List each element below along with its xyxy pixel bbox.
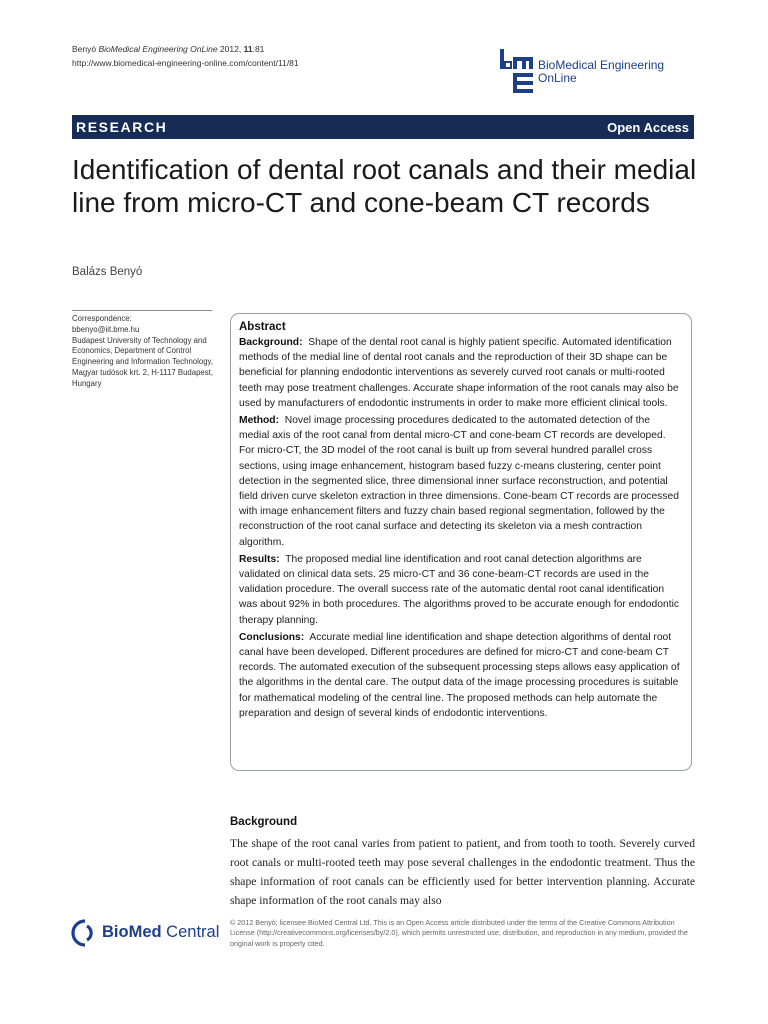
cite-journal: BioMedical Engineering OnLine <box>98 44 218 54</box>
journal-logo-line1: BioMedical Engineering <box>538 58 665 72</box>
biomed-central-wordmark-bold: BioMed <box>102 923 162 941</box>
citation-line <box>72 42 299 56</box>
abstract-box <box>230 313 692 771</box>
cite-volume: 11 <box>243 44 253 54</box>
abstract-results-label: Results: <box>239 553 280 565</box>
article-title: Identification of dental root canals and their medial line from micro-CT and cone-beam CT records <box>72 154 697 218</box>
citation-header <box>72 42 299 70</box>
abstract-conclusions-label: Conclusions: <box>239 631 305 643</box>
abstract-conclusions <box>239 630 683 721</box>
abstract-method-label: Method: <box>239 415 280 427</box>
cite-article: :81 <box>252 44 265 54</box>
cite-author: Benyó <box>72 44 97 54</box>
section-label: RESEARCH <box>76 119 168 135</box>
open-access-label: Open Access <box>607 120 689 135</box>
abstract-results-text: The proposed medial line identification and root canal detection algorithms are validated on clinical data sets. 25 micro-CT and 36 cone-beam-CT records are used in the validation procedure. The overall success rate of the automatic dental root canal identification was about 92% in both procedures. The algorithms proved to be accurate enough for endodontic therapy planning. <box>239 553 680 626</box>
correspondence-affiliation: Budapest University of Technology and Economics, Department of Control Engineering and Information Technology, Magyar tudósok krt. 2, H-1117 Budapest, Hungary <box>72 335 214 388</box>
abstract-method-text: Novel image processing procedures dedicated to the automated detection of the medial axis of the root canal from dental micro-CT and cone-beam CT records are developed. For micro-CT, the 3D model of the root canal is built up from several hundred parallel cross sections, using image enhancement, histogram based fuzzy c-means clustering, center point detection in the segmented slice, three dimensional inner surface reconstruction, and potential field driven curve skeleton extraction in three dimensions. Cone-beam CT records are processed with image enhancement filters and fuzzy chain based regional segmentation, followed by the reconstruction of the root canal surface and detecting its skeleton via a mesh contraction algorithm. <box>239 415 679 548</box>
bme-logo-icon <box>498 47 538 97</box>
biomed-central-wordmark <box>102 923 219 942</box>
license-text: © 2012 Benyó; licensee BioMed Central Ltd. This is an Open Access article distributed under the terms of the Creative Commons Attribution License (http://creativecommons.org/licenses/by/2.0), which permits unrestricted use, distribution, and reproduction in any medium, provided the original work is properly cited. <box>230 918 688 948</box>
biomed-central-wordmark-rest: Central <box>161 923 220 941</box>
journal-logo-line2: OnLine <box>538 71 577 85</box>
abstract-heading: Abstract <box>239 321 286 333</box>
journal-logo[interactable] <box>498 47 693 97</box>
section-bar <box>72 115 694 139</box>
article-url[interactable]: http://www.biomedical-engineering-online.com/content/11/81 <box>72 58 299 68</box>
background-text: The shape of the root canal varies from patient to patient, and from tooth to tooth. Severely curved root canals or multi-rooted teeth may pose several challenges in the endodontic treatment. Thus the shape information of root canals can be efficiently used for better intervention planning. Accurate shape information of the root canals may also <box>230 837 695 907</box>
author-name: Balázs Benyó <box>72 266 143 278</box>
correspondence-divider <box>72 310 212 311</box>
correspondence-label: Correspondence: <box>72 314 132 323</box>
correspondence-block <box>72 314 220 390</box>
journal-logo-text <box>538 59 664 85</box>
abstract-method <box>239 413 683 550</box>
correspondence-email[interactable]: bbenyo@iit.bme.hu <box>72 324 140 334</box>
cite-year: 2012, <box>219 44 242 54</box>
abstract-results <box>239 552 683 628</box>
biomed-central-logo-icon <box>70 918 100 948</box>
biomed-central-logo[interactable] <box>70 918 220 948</box>
abstract-background-label: Background: <box>239 337 303 348</box>
abstract-background-text: Shape of the dental root canal is highly patient specific. Automated identification methods of the medial line of dental root canals and the reproduction of their 3D shape can be beneficial for planning endodontic interventions as severely curved root canals or multi-rooted teeth may pose treatment challenges. Accurate shape information of the root canals may also be used by manufacturers of endodontic instruments in order to make more efficient clinical tools. <box>239 337 679 409</box>
abstract-background <box>239 335 683 411</box>
abstract-conclusions-text: Accurate medial line identification and shape detection algorithms of dental root canal have been developed. Different procedures are defined for micro-CT and cone-beam CT records. The automated execution of the subsequent processing steps allows easy application of the algorithms in the dental care. The output data of the image processing procedures is suitable for mathematical modeling of the central line. The proposed methods can help automate the preparation and design of several kinds of endodontic interventions. <box>239 631 680 719</box>
background-heading: Background <box>230 816 298 828</box>
